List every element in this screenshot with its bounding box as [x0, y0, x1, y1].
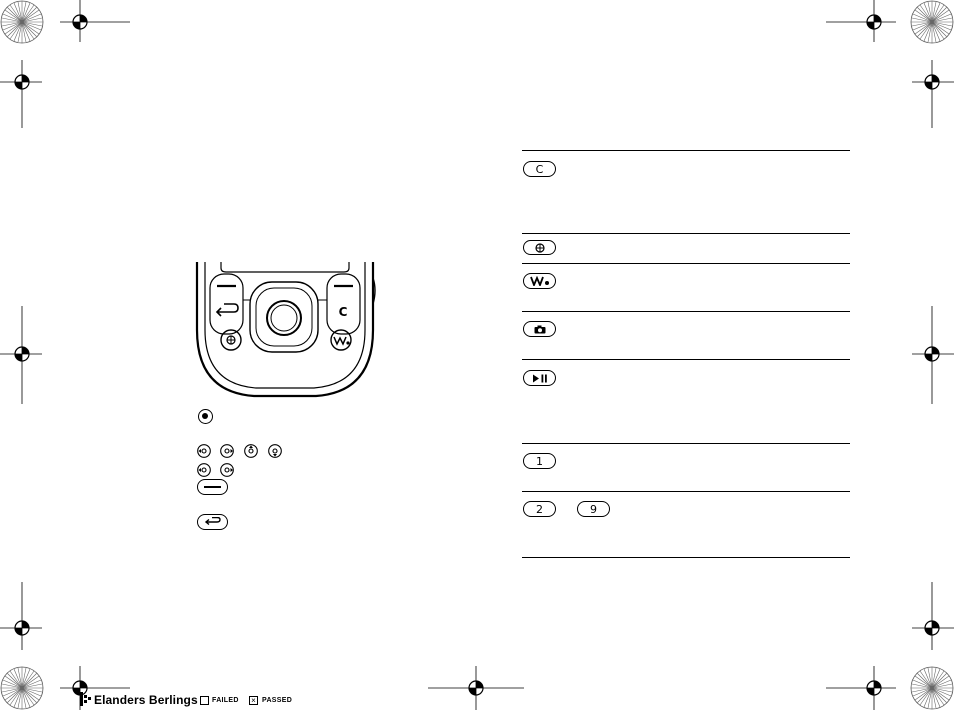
table-row-divider	[522, 491, 850, 492]
internet-key-icon	[523, 240, 556, 255]
back-key-icon	[197, 514, 228, 530]
footer-brand: Elanders Berlings	[94, 693, 198, 707]
table-bottom-rule	[522, 557, 850, 558]
play-pause-key-icon	[523, 370, 556, 386]
number-key-9-label: 9	[590, 502, 597, 516]
table-top-rule	[522, 150, 850, 151]
navigation-direction-icons	[197, 444, 293, 478]
passed-label: PASSED	[262, 697, 293, 704]
phone-keypad-illustration	[194, 260, 376, 400]
center-select-key-icon	[198, 409, 213, 424]
number-key-2-label: 2	[536, 502, 543, 516]
softkey-icon	[197, 479, 228, 495]
phone-clear-key-label: C	[338, 305, 348, 319]
table-row-divider	[522, 443, 850, 444]
table-row-divider	[522, 311, 850, 312]
table-row-divider	[522, 233, 850, 234]
camera-key-icon	[523, 321, 556, 337]
number-key-1-icon	[523, 453, 556, 469]
failed-checkbox[interactable]	[200, 696, 209, 705]
number-key-2-icon	[523, 501, 556, 517]
clear-key-icon	[523, 161, 556, 177]
number-key-1-label: 1	[536, 454, 543, 468]
failed-label: FAILED	[212, 697, 239, 704]
table-row-divider	[522, 263, 850, 264]
number-key-9-icon	[577, 501, 610, 517]
walkman-key-icon	[523, 273, 556, 289]
table-row-divider	[522, 359, 850, 360]
elanders-logo-icon	[80, 692, 92, 706]
clear-key-label: C	[535, 162, 544, 176]
passed-checkbox[interactable]: ×	[249, 696, 258, 705]
